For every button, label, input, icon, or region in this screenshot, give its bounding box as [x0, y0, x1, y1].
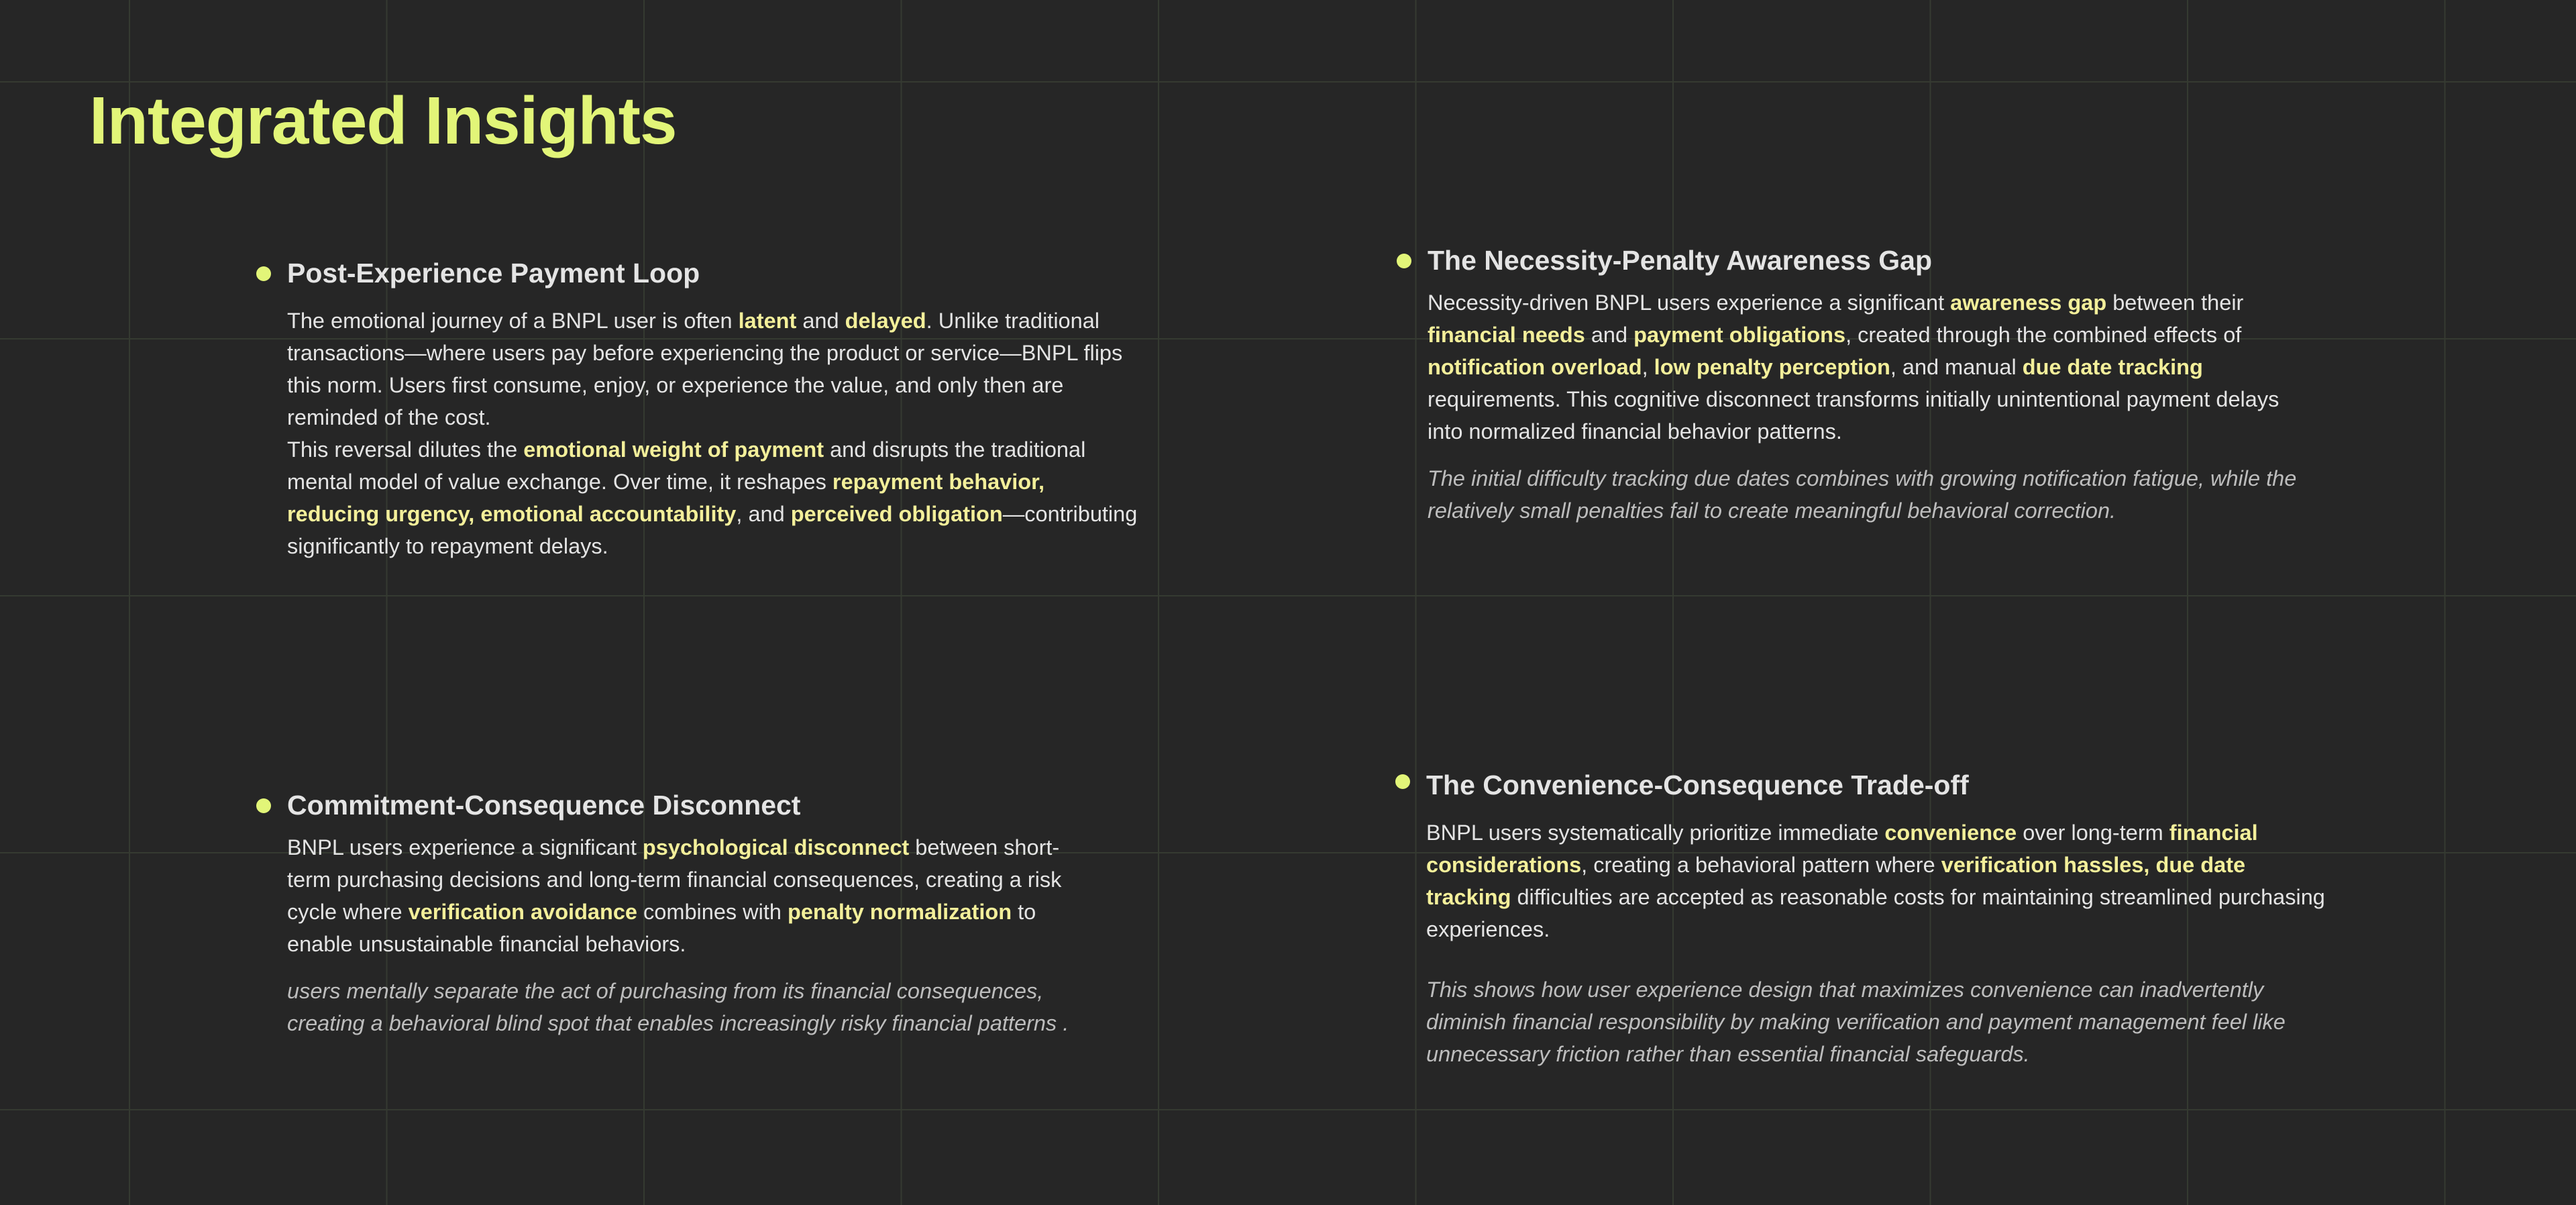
insight-paragraph: [287, 305, 1139, 433]
highlighted-term: penalty normalization: [788, 900, 1012, 925]
bullet-dot-icon: [1395, 774, 1410, 789]
bullet-dot-icon: [256, 266, 271, 281]
text-segment: . Unlike traditional transactions—where users pay before experiencing the product or service—BNPL flips this norm. Users first consume, enjoy, or experience the value, and only then are reminded of the cost.: [287, 309, 1123, 430]
text-segment: , and: [736, 502, 791, 527]
insight-post-experience-payment-loop: [287, 257, 1139, 562]
text-segment: —contributing significantly to repayment delays.: [287, 502, 1138, 559]
highlighted-term: convenience: [1884, 821, 2017, 845]
insight-heading: Commitment-Consequence Disconnect: [287, 790, 801, 821]
highlighted-term: low penalty perception: [1654, 355, 1890, 380]
insight-paragraph: [1428, 286, 2320, 448]
highlighted-term: delayed: [845, 309, 926, 333]
text-segment: between their: [2106, 291, 2244, 315]
text-segment: to enable unsustainable financial behaviors.: [287, 900, 1036, 957]
insight-commitment-consequence-disconnect: [287, 789, 1092, 1039]
insight-heading: Post-Experience Payment Loop: [287, 258, 700, 289]
text-segment: and: [1585, 323, 1634, 348]
text-segment: difficulties are accepted as reasonable costs for maintaining streamlined purchasing experiences.: [1426, 885, 2325, 942]
text-segment: BNPL users experience a significant: [287, 835, 643, 860]
insight-paragraph: [287, 831, 1092, 960]
insight-note: [1426, 974, 2325, 1070]
text-segment: The emotional journey of a BNPL user is often: [287, 309, 739, 333]
highlighted-term: payment obligations: [1633, 323, 1846, 348]
insight-heading: The Necessity-Penalty Awareness Gap: [1428, 245, 1933, 276]
insight-note: [287, 975, 1092, 1039]
text-segment: between short-term purchasing decisions and long-term financial consequences, creating a risk cycle where: [287, 835, 1062, 925]
text-segment: This reversal dilutes the: [287, 437, 524, 462]
text-segment: , created through the combined effects of: [1845, 323, 2242, 348]
insight-paragraph: [1426, 817, 2325, 945]
text-segment: The initial difficulty tracking due dates combines with growing notification fatigue, while the relatively small penalties fail to create meaningful behavioral correction.: [1428, 466, 2297, 523]
text-segment: combines with: [637, 900, 788, 925]
insight-note: [1428, 462, 2320, 527]
text-segment: , creating a behavioral pattern where: [1581, 853, 1941, 878]
insight-convenience-consequence-trade-off: [1426, 769, 2325, 1070]
text-segment: and disrupts the traditional mental model of value exchange. Over time, it reshapes: [287, 437, 1086, 494]
bullet-dot-icon: [1397, 254, 1411, 268]
highlighted-term: financial needs: [1428, 323, 1585, 348]
highlighted-term: perceived obligation: [790, 502, 1003, 527]
text-segment: Necessity-driven BNPL users experience a significant: [1428, 291, 1951, 315]
text-segment: users mentally separate the act of purchasing from its financial consequences, creating a behavioral blind spot that enables increasingly risky financial patterns .: [287, 979, 1069, 1036]
text-segment: and: [796, 309, 845, 333]
highlighted-term: awareness gap: [1950, 291, 2107, 315]
highlighted-term: latent: [738, 309, 797, 333]
text-segment: , and manual: [1890, 355, 2023, 380]
insight-paragraph: [287, 433, 1139, 562]
insight-necessity-penalty-awareness-gap: [1428, 244, 2320, 527]
text-segment: over long-term: [2017, 821, 2169, 845]
highlighted-term: emotional weight of payment: [523, 437, 824, 462]
page-title: Integrated Insights: [89, 83, 677, 158]
highlighted-term: verification hassles, due date tracking: [1426, 853, 2246, 910]
text-segment: ,: [1642, 355, 1654, 380]
highlighted-term: financial considerations: [1426, 821, 2258, 878]
highlighted-term: verification avoidance: [408, 900, 638, 925]
highlighted-term: notification overload: [1428, 355, 1642, 380]
text-segment: This shows how user experience design that maximizes convenience can inadvertently diminish financial responsibility by making verification and payment management feel like unnecessary friction rather than essential financial safeguards.: [1426, 978, 2286, 1067]
highlighted-term: repayment behavior, reducing urgency, emotional accountability: [287, 470, 1045, 527]
bullet-dot-icon: [256, 798, 271, 813]
text-segment: requirements. This cognitive disconnect transforms initially unintentional payment delays into normalized financial behavior patterns.: [1428, 387, 2279, 444]
text-segment: BNPL users systematically prioritize immediate: [1426, 821, 1885, 845]
highlighted-term: due date tracking: [2022, 355, 2203, 380]
insight-heading: The Convenience-Consequence Trade-off: [1426, 770, 1969, 800]
highlighted-term: psychological disconnect: [642, 835, 910, 860]
